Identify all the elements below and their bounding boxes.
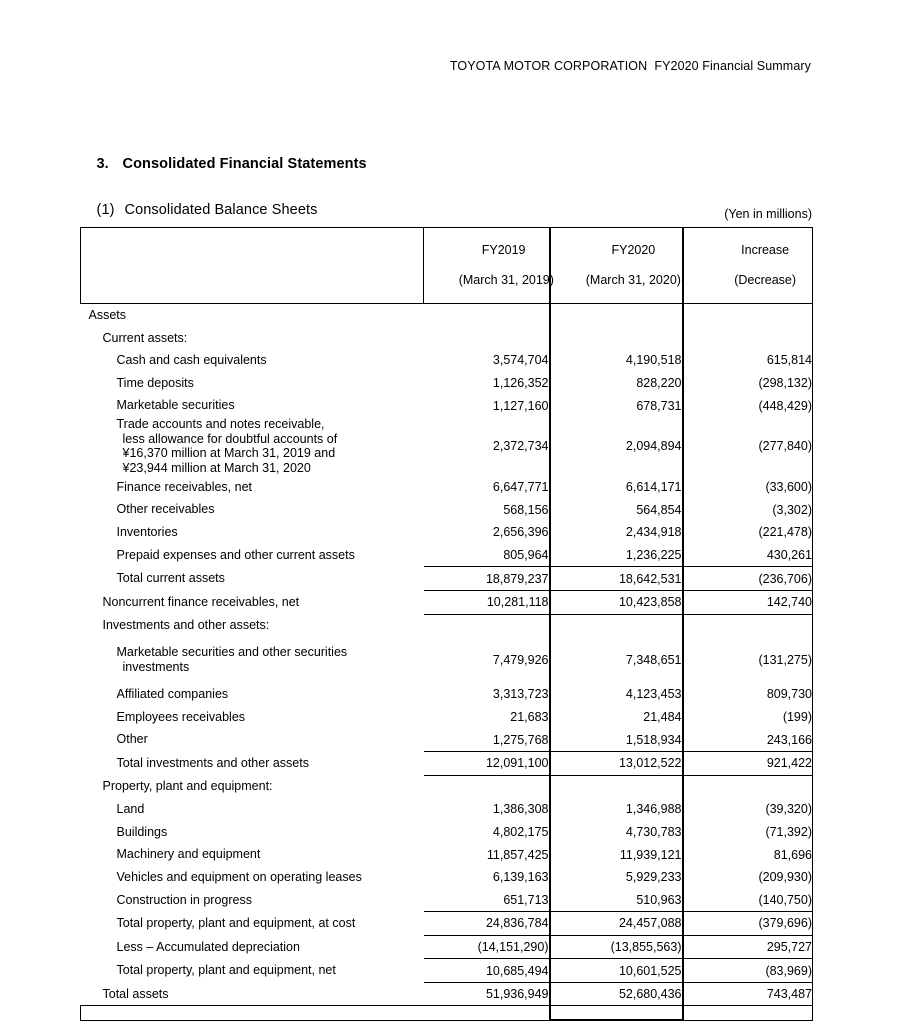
row-label (81, 590, 424, 614)
row-label-text: Less – Accumulated depreciation (116, 939, 300, 954)
table-row (81, 521, 813, 544)
row-label-text: Land (116, 802, 145, 817)
subsection-title: Consolidated Balance Sheets (124, 202, 318, 218)
row-label (81, 499, 424, 522)
table-row (81, 637, 813, 683)
cell-increase-decrease: (3,302) (683, 499, 813, 522)
row-label (81, 798, 424, 821)
table-row (81, 706, 813, 729)
cell-increase-decrease: (209,930) (683, 866, 813, 889)
cell-fy2019: 51,936,949 (424, 982, 550, 1006)
header-fy2020-line2: (March 31, 2020) (585, 273, 681, 287)
table-row (81, 544, 813, 567)
cell-fy2020: 1,346,988 (550, 798, 683, 821)
header-fy2019-line2: (March 31, 2019) (458, 273, 554, 287)
cell-increase-decrease: 809,730 (683, 683, 813, 706)
row-label (81, 327, 424, 350)
cell-fy2020: 2,094,894 (550, 417, 683, 476)
row-label-text: Employees receivables (116, 709, 246, 724)
cell-fy2020: 24,457,088 (550, 912, 683, 936)
cell-increase-decrease: (221,478) (683, 521, 813, 544)
cell-fy2020: 13,012,522 (550, 751, 683, 775)
row-label (81, 912, 424, 936)
cell-fy2019: 10,281,118 (424, 590, 550, 614)
table-row (81, 728, 813, 751)
cell-fy2020: 1,518,934 (550, 728, 683, 751)
table-row (81, 394, 813, 417)
row-label (81, 614, 424, 637)
cell-increase-decrease: 615,814 (683, 349, 813, 372)
units-caption: (Yen in millions) (724, 207, 812, 221)
row-label-text: Total current assets (116, 571, 225, 586)
row-label-continuation: ¥16,370 million at March 31, 2019 and (122, 446, 336, 461)
table-row (81, 327, 813, 350)
cell-fy2019: 4,802,175 (492, 824, 549, 839)
table-row (81, 959, 813, 983)
cell-fy2019 (424, 304, 550, 327)
cell-fy2019: 3,574,704 (492, 353, 549, 368)
cell-increase-decrease (683, 304, 813, 327)
cell-fy2020: 4,190,518 (550, 349, 683, 372)
stub-cell-fy2019 (424, 1006, 550, 1021)
table-header-row (81, 228, 813, 304)
row-label (81, 728, 424, 751)
table-row (81, 982, 813, 1006)
table-row (81, 912, 813, 936)
row-label (81, 751, 424, 775)
cell-fy2019 (424, 327, 550, 350)
row-label-text: Time deposits (116, 375, 194, 390)
header-fy2020-line1: FY2020 (611, 243, 656, 257)
cell-increase-decrease: 243,166 (683, 728, 813, 751)
cell-fy2020: 7,348,651 (550, 637, 683, 683)
cell-fy2019: 2,372,734 (492, 439, 549, 454)
table-row (81, 751, 813, 775)
row-label (81, 304, 424, 327)
cell-fy2019: 10,685,494 (424, 959, 550, 983)
cell-fy2019: 568,156 (503, 502, 549, 517)
table-row (81, 417, 813, 476)
header-cell-fy2019 (424, 228, 554, 304)
table-row (81, 935, 813, 959)
row-label-text: Total property, plant and equipment, at cost (116, 915, 356, 930)
cell-fy2019: 1,126,352 (492, 376, 549, 391)
cell-fy2020 (550, 614, 683, 637)
cell-fy2019: 6,139,163 (492, 870, 549, 885)
row-label (81, 706, 424, 729)
cell-fy2019: 3,313,723 (492, 687, 549, 702)
row-label (81, 935, 424, 959)
section-title: Consolidated Financial Statements (122, 156, 367, 172)
row-label-text: Property, plant and equipment: (102, 779, 273, 794)
row-label-continuation: ¥23,944 million at March 31, 2020 (122, 461, 311, 476)
cell-increase-decrease: (33,600) (683, 476, 813, 499)
cell-fy2020: 510,963 (550, 888, 683, 911)
table-row (81, 614, 813, 637)
cell-increase-decrease: (83,969) (683, 959, 813, 983)
row-label-continuation: investments (122, 660, 190, 675)
table-bottom-stub-row (81, 1006, 813, 1021)
row-label (81, 521, 424, 544)
section-heading (80, 140, 367, 188)
row-label-text: Affiliated companies (116, 687, 229, 702)
cell-increase-decrease: 921,422 (683, 751, 813, 775)
cell-fy2020: 678,731 (550, 394, 683, 417)
stub-label-cell (81, 1006, 424, 1021)
cell-increase-decrease: 295,727 (683, 935, 813, 959)
header-cell-label (81, 228, 424, 304)
cell-increase-decrease (683, 614, 813, 637)
cell-increase-decrease: (298,132) (683, 372, 813, 395)
row-label-text: Assets (88, 307, 127, 322)
cell-fy2020: 2,434,918 (550, 521, 683, 544)
row-label (81, 637, 424, 683)
header-cell-increase-decrease (683, 228, 813, 304)
row-label (81, 567, 424, 591)
cell-increase-decrease (683, 327, 813, 350)
row-label-text: Investments and other assets: (102, 618, 270, 633)
cell-increase-decrease: 81,696 (683, 843, 813, 866)
cell-fy2020: (13,855,563) (550, 935, 683, 959)
cell-fy2020: 18,642,531 (550, 567, 683, 591)
row-label (81, 888, 424, 911)
cell-fy2019 (424, 614, 550, 637)
row-label (81, 775, 424, 798)
row-label (81, 866, 424, 889)
cell-fy2019: 18,879,237 (424, 567, 550, 591)
cell-fy2019 (424, 775, 550, 798)
row-label-text: Construction in progress (116, 892, 252, 907)
table-body (81, 304, 813, 1021)
stub-cell-fy2020 (550, 1006, 683, 1021)
row-label-text: Current assets: (102, 330, 188, 345)
cell-fy2020: 4,123,453 (550, 683, 683, 706)
table-row (81, 349, 813, 372)
table-row (81, 499, 813, 522)
cell-fy2020: 828,220 (550, 372, 683, 395)
cell-fy2020 (550, 775, 683, 798)
row-label-text: Noncurrent finance receivables, net (102, 594, 300, 609)
cell-fy2020: 52,680,436 (550, 982, 683, 1006)
cell-fy2020: 11,939,121 (550, 843, 683, 866)
row-label (81, 417, 424, 476)
row-label (81, 959, 424, 983)
row-label-text: Buildings (116, 824, 168, 839)
cell-increase-decrease: 142,740 (683, 590, 813, 614)
row-label (81, 476, 424, 499)
row-label-text: Inventories (116, 525, 178, 540)
row-label-text: Total assets (102, 986, 169, 1001)
row-label (81, 349, 424, 372)
section-number: 3. (96, 156, 109, 172)
header-cell-fy2020 (550, 228, 683, 304)
row-label (81, 394, 424, 417)
header-delta-line1: Increase (741, 243, 790, 257)
cell-fy2020: 10,601,525 (550, 959, 683, 983)
table-row (81, 476, 813, 499)
cell-increase-decrease: 743,487 (683, 982, 813, 1006)
cell-fy2020 (550, 304, 683, 327)
cell-increase-decrease: (379,696) (683, 912, 813, 936)
table-row (81, 888, 813, 911)
cell-increase-decrease: (131,275) (683, 637, 813, 683)
cell-increase-decrease: (140,750) (683, 888, 813, 911)
table-row (81, 683, 813, 706)
running-header: TOYOTA MOTOR CORPORATION FY2020 Financial Summary (449, 59, 811, 73)
row-label-text: Trade accounts and notes receivable, (116, 416, 325, 431)
cell-fy2019: 805,964 (503, 548, 549, 563)
row-label-text: Prepaid expenses and other current assets (116, 547, 355, 562)
cell-fy2019: 1,386,308 (492, 802, 549, 817)
cell-fy2019: 1,275,768 (492, 732, 549, 747)
row-label-text: Finance receivables, net (116, 479, 252, 494)
cell-fy2020: 6,614,171 (550, 476, 683, 499)
table-row (81, 590, 813, 614)
row-label (81, 372, 424, 395)
table-row (81, 798, 813, 821)
table-row (81, 567, 813, 591)
cell-increase-decrease: (236,706) (683, 567, 813, 591)
cell-increase-decrease: (39,320) (683, 798, 813, 821)
cell-fy2019: 2,656,396 (492, 525, 549, 540)
cell-fy2019: (14,151,290) (424, 935, 550, 959)
table-row (81, 821, 813, 844)
row-label-text: Marketable securities and other securities (116, 645, 348, 660)
table-row (81, 304, 813, 327)
header-delta-line2: (Decrease) (734, 273, 797, 287)
table-row (81, 843, 813, 866)
cell-increase-decrease: (71,392) (683, 821, 813, 844)
cell-fy2020: 564,854 (550, 499, 683, 522)
cell-fy2019: 651,713 (503, 892, 549, 907)
cell-increase-decrease: (448,429) (683, 394, 813, 417)
cell-fy2020: 1,236,225 (550, 544, 683, 567)
row-label (81, 544, 424, 567)
cell-fy2020: 5,929,233 (550, 866, 683, 889)
cell-increase-decrease: (277,840) (683, 417, 813, 476)
cell-fy2020 (550, 327, 683, 350)
row-label (81, 982, 424, 1006)
row-label-text: Other receivables (116, 502, 215, 517)
cell-fy2020: 4,730,783 (550, 821, 683, 844)
table-row (81, 372, 813, 395)
row-label-text: Marketable securities (116, 398, 235, 413)
cell-fy2019: 1,127,160 (492, 398, 549, 413)
cell-fy2019: 12,091,100 (424, 751, 550, 775)
row-label (81, 683, 424, 706)
row-label-continuation: less allowance for doubtful accounts of (122, 431, 338, 446)
cell-fy2019: 6,647,771 (492, 480, 549, 495)
cell-increase-decrease: 430,261 (683, 544, 813, 567)
cell-fy2019: 21,683 (510, 710, 549, 725)
cell-fy2020: 10,423,858 (550, 590, 683, 614)
cell-increase-decrease (683, 775, 813, 798)
cell-fy2020: 21,484 (550, 706, 683, 729)
subsection-number: (1) (96, 202, 115, 218)
table-row (81, 866, 813, 889)
row-label-text: Total investments and other assets (116, 755, 309, 770)
row-label (81, 821, 424, 844)
row-label-text: Vehicles and equipment on operating leases (116, 869, 362, 884)
stub-cell-increase-decrease (683, 1006, 813, 1021)
cell-increase-decrease: (199) (683, 706, 813, 729)
header-fy2019-line1: FY2019 (481, 243, 526, 257)
table-row (81, 775, 813, 798)
cell-fy2019: 7,479,926 (492, 653, 549, 668)
row-label-text: Total property, plant and equipment, net (116, 963, 336, 978)
cell-fy2019: 24,836,784 (424, 912, 550, 936)
cell-fy2019: 11,857,425 (486, 847, 549, 862)
row-label-text: Other (116, 732, 148, 747)
row-label (81, 843, 424, 866)
row-label-text: Machinery and equipment (116, 847, 261, 862)
balance-sheet-table (80, 227, 813, 1021)
row-label-text: Cash and cash equivalents (116, 353, 267, 368)
